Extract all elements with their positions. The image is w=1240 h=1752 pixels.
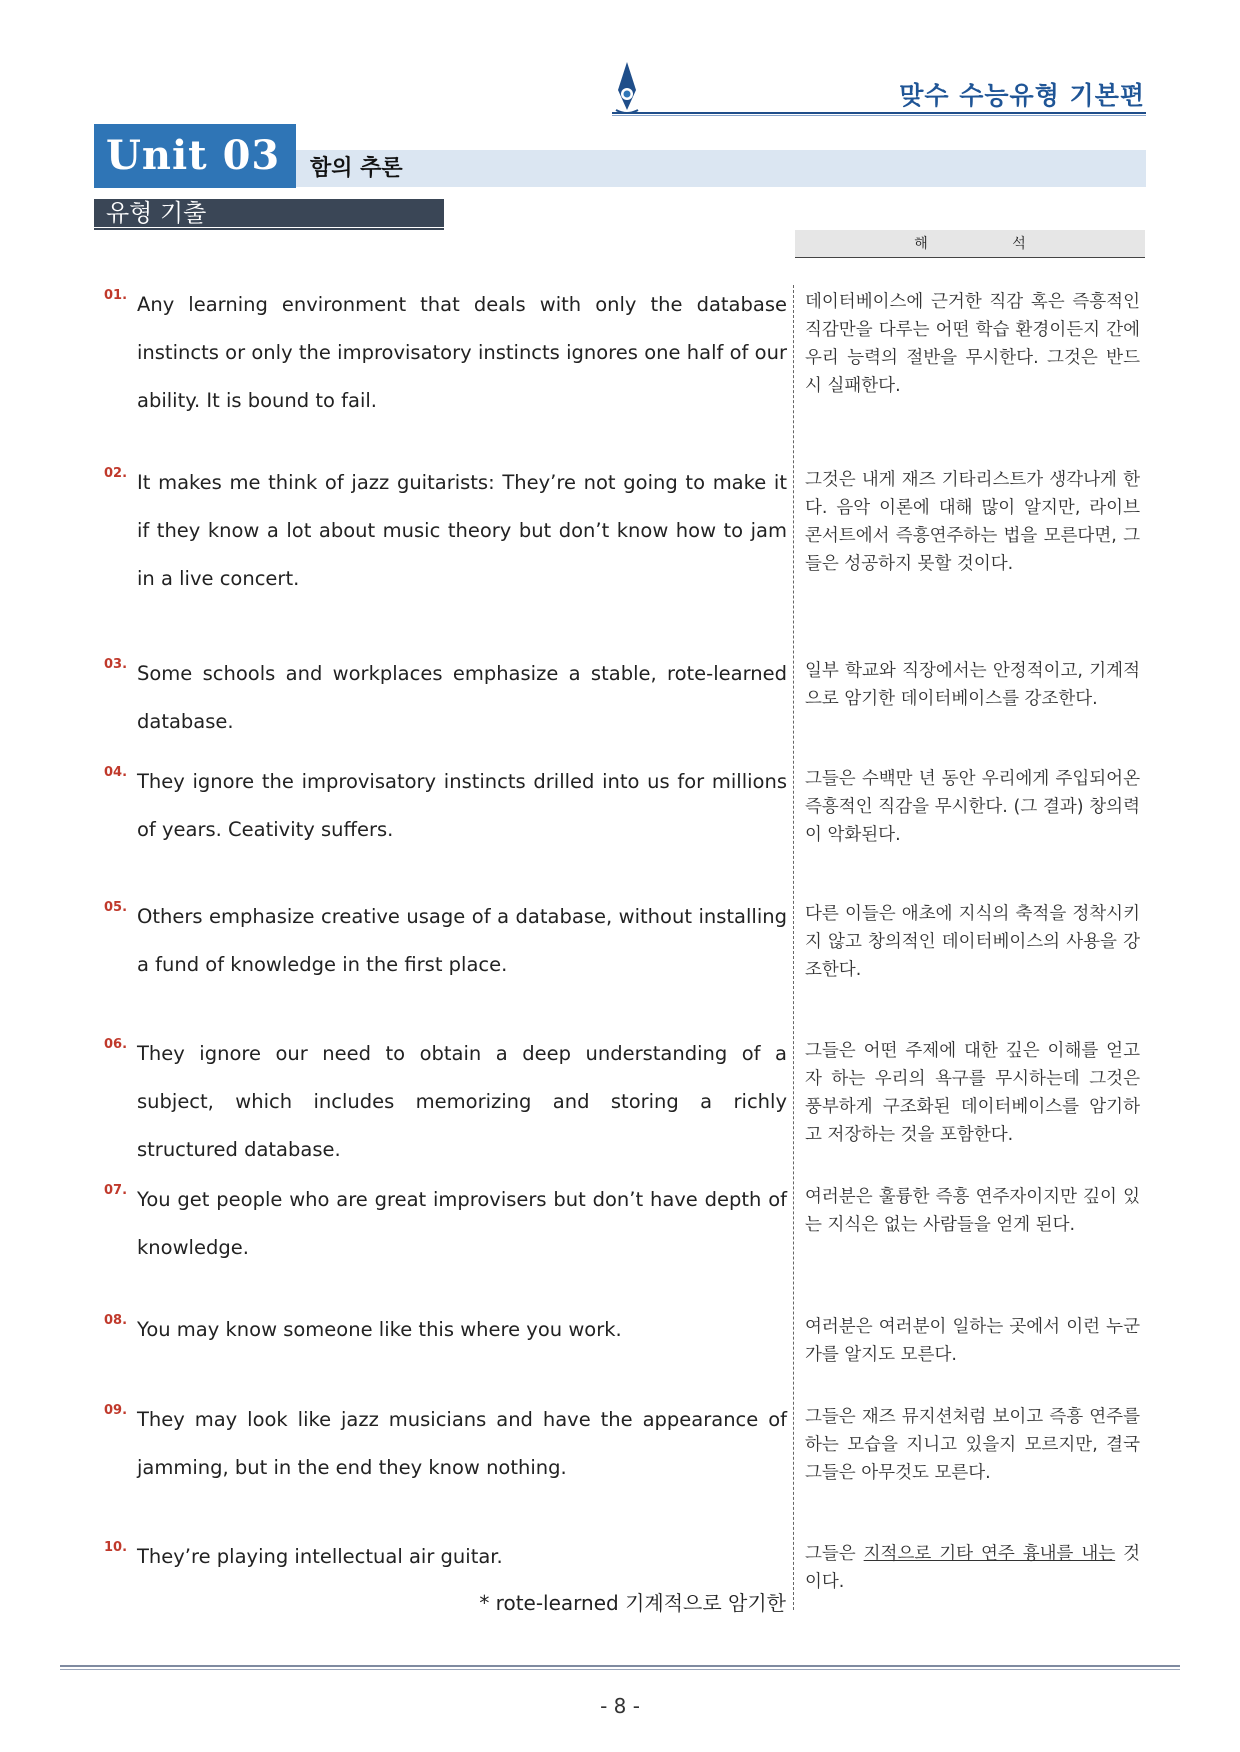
english-sentence: It makes me think of jazz guitarists: They’re not going to make it if they know a lot about music theory but don’t know how to jam in a live concert. bbox=[137, 471, 787, 590]
english-sentence: They ignore the improvisatory instincts drilled into us for millions of years. Ceativity suffers. bbox=[137, 770, 787, 841]
english-sentence: They may look like jazz musicians and have the appearance of jamming, but in the end they know nothing. bbox=[137, 1408, 787, 1479]
item-number: 05. bbox=[104, 900, 128, 915]
header-rule bbox=[612, 112, 1146, 114]
item-number: 10. bbox=[104, 1540, 128, 1555]
korean-translation bbox=[805, 1540, 1140, 1596]
item-number: 02. bbox=[104, 466, 128, 481]
item-number: 09. bbox=[104, 1403, 128, 1418]
item-number: 04. bbox=[104, 765, 128, 780]
page-number: - 8 - bbox=[600, 1694, 640, 1718]
korean-translation: 일부 학교와 직장에서는 안정적이고, 기계적으로 암기한 데이터베이스를 강조한다. bbox=[805, 661, 1140, 709]
underlined-implication: 지적으로 기타 연주 흉내를 내는 bbox=[863, 1544, 1116, 1564]
korean-translation: 여러분은 훌륭한 즉흥 연주자이지만 깊이 있는 지식은 없는 사람들을 얻게 된다. bbox=[805, 1187, 1140, 1235]
english-sentence: Some schools and workplaces emphasize a stable, rote-learned database. bbox=[137, 662, 787, 733]
pen-nib-logo-icon bbox=[612, 60, 642, 116]
korean-translation: 그들은 어떤 주제에 대한 깊은 이해를 얻고자 하는 우리의 욕구를 무시하는데 그것은 풍부하게 구조화된 데이터베이스를 암기하고 저장하는 것을 포함한다. bbox=[805, 1041, 1140, 1145]
vocabulary-footnote: * rote-learned 기계적으로 암기한 bbox=[479, 1591, 786, 1615]
book-title: 맞수 수능유형 기본편 bbox=[899, 81, 1145, 110]
column-divider bbox=[793, 285, 794, 1610]
header-rule-thin bbox=[612, 115, 1146, 116]
unit-label: Unit 03 bbox=[94, 124, 296, 188]
translation-prefix: 그들은 bbox=[805, 1544, 864, 1564]
english-sentence: They ignore our need to obtain a deep understanding of a subject, which includes memorizing and storing a richly structured database. bbox=[137, 1042, 787, 1161]
translation-suffix: 것이다. bbox=[805, 1544, 1141, 1592]
item-number: 01. bbox=[104, 288, 128, 303]
english-sentence: Others emphasize creative usage of a database, without installing a fund of knowledge in the first place. bbox=[137, 905, 787, 976]
item-number: 06. bbox=[104, 1037, 128, 1052]
korean-translation: 여러분은 여러분이 일하는 곳에서 이런 누군가를 알지도 모른다. bbox=[805, 1317, 1140, 1365]
footer-rule-thin bbox=[60, 1669, 1180, 1670]
korean-translation: 그들은 재즈 뮤지션처럼 보이고 즉흥 연주를 하는 모습을 지니고 있을지 모르지만, 결국 그들은 아무것도 모른다. bbox=[805, 1407, 1140, 1483]
item-number: 03. bbox=[104, 657, 128, 672]
unit-subtitle: 함의 추론 bbox=[310, 156, 403, 181]
korean-translation: 데이터베이스에 근거한 직감 혹은 즉흥적인 직감만을 다루는 어떤 학습 환경이든지 간에 우리 능력의 절반을 무시한다. 그것은 반드시 실패한다. bbox=[805, 292, 1140, 396]
translation-column-header: 해 석 bbox=[795, 230, 1145, 258]
english-sentence: They’re playing intellectual air guitar. bbox=[137, 1545, 503, 1568]
english-sentence: You may know someone like this where you work. bbox=[137, 1318, 622, 1341]
footer-rule bbox=[60, 1665, 1180, 1667]
korean-translation: 그것은 내게 재즈 기타리스트가 생각나게 한다. 음악 이론에 대해 많이 알지만, 라이브 콘서트에서 즉흥연주하는 법을 모른다면, 그들은 성공하지 못할 것이다. bbox=[805, 470, 1140, 574]
section-type-underline bbox=[94, 228, 444, 230]
english-sentence: Any learning environment that deals with only the database instincts or only the improvisatory instincts ignores one half of our ability. It is bound to fail. bbox=[137, 293, 787, 412]
korean-translation: 그들은 수백만 년 동안 우리에게 주입되어온 즉흥적인 직감을 무시한다. (그 결과) 창의력이 악화된다. bbox=[805, 769, 1140, 845]
english-sentence: You get people who are great improvisers but don’t have depth of knowledge. bbox=[137, 1188, 787, 1259]
korean-translation: 다른 이들은 애초에 지식의 축적을 정착시키지 않고 창의적인 데이터베이스의 사용을 강조한다. bbox=[805, 904, 1140, 980]
unit-title-band bbox=[296, 150, 1146, 187]
item-number: 08. bbox=[104, 1313, 128, 1328]
item-number: 07. bbox=[104, 1183, 128, 1198]
section-type-label: 유형 기출 bbox=[94, 199, 444, 227]
